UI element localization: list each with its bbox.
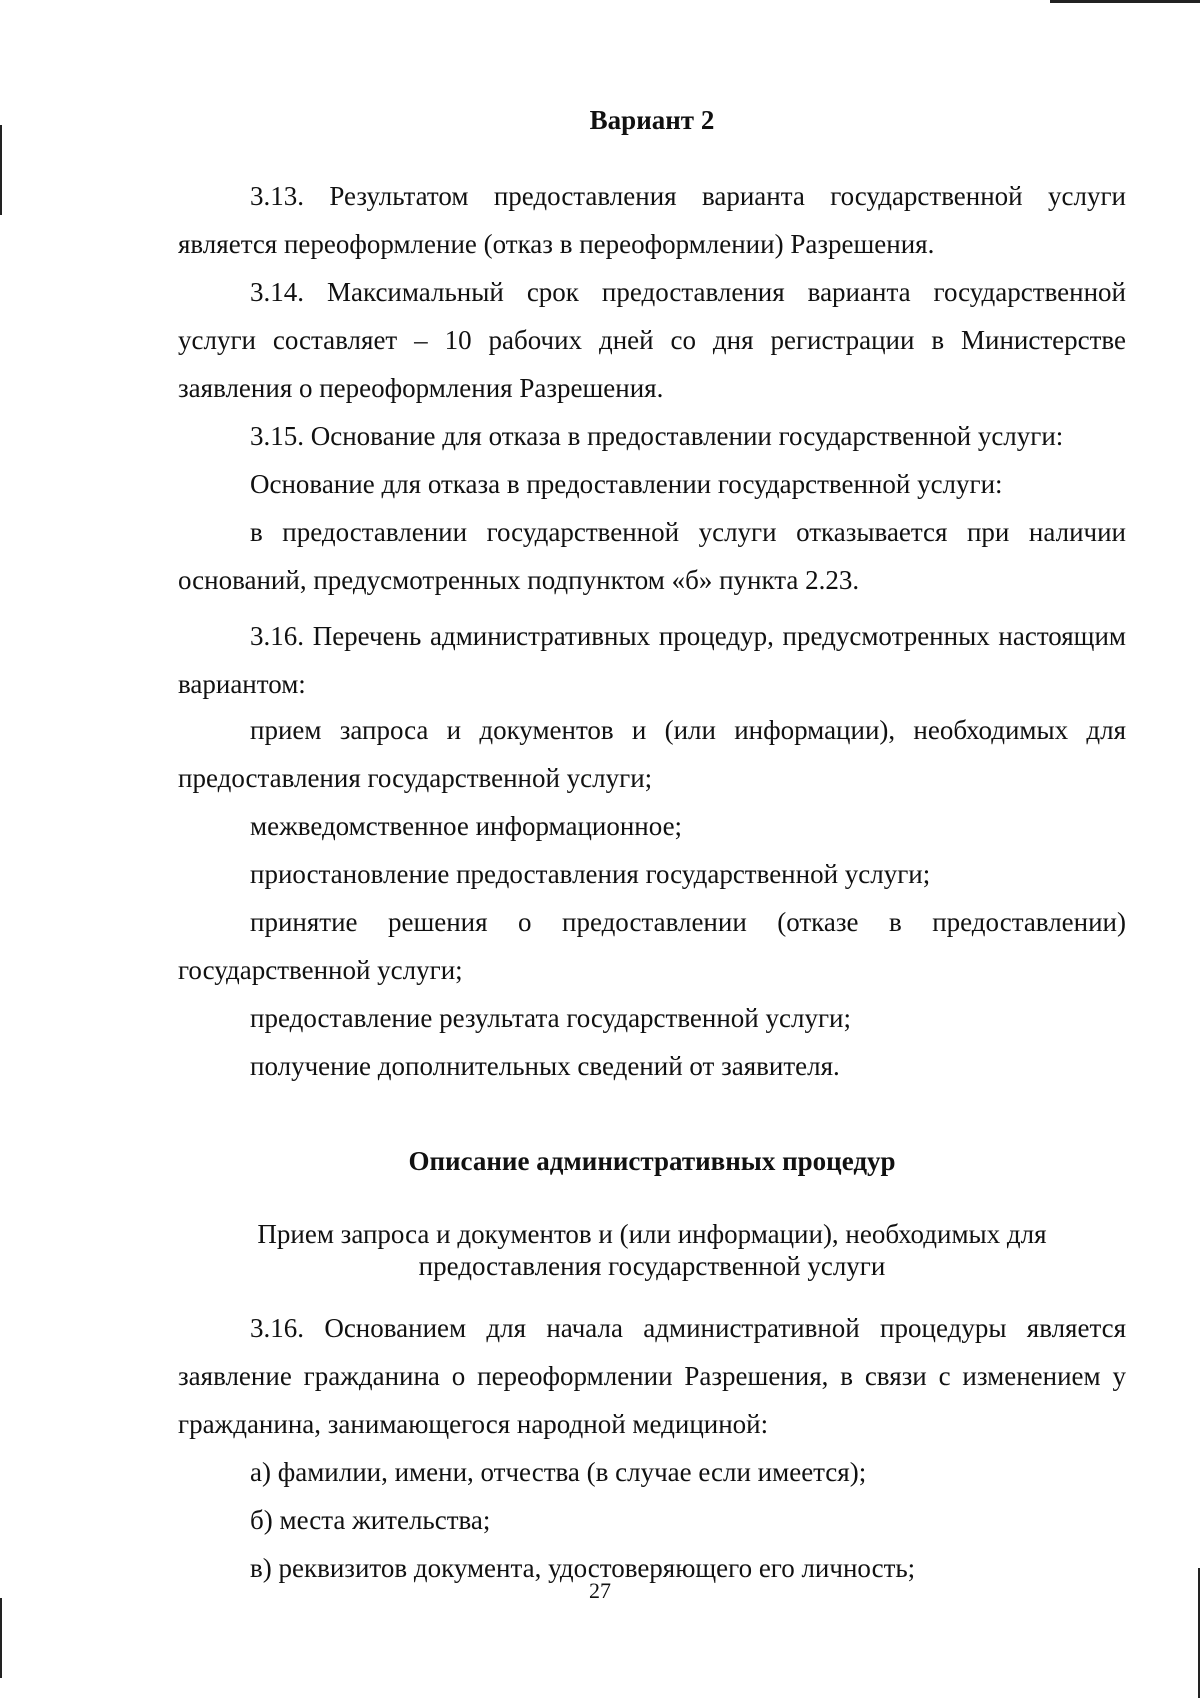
paragraph-3-16-list-intro: 3.16. Перечень административных процедур, предусмотренных настоящим вариантом:	[178, 621, 1126, 699]
variant-heading: Вариант 2	[589, 105, 715, 135]
page-number: 27	[589, 1578, 611, 1603]
list-item-procedure: получение дополнительных сведений от заявителя.	[250, 1051, 840, 1081]
subsection-heading-line1: Прием запроса и документов и (или информации), необходимых для	[257, 1219, 1047, 1249]
paragraph-3-16-basis: 3.16. Основанием для начала административной процедуры является заявление гражданина о переоформлении Разрешения, в связи с изменением у гражданина, занимающегося народной медициной:	[178, 1313, 1126, 1439]
section-heading: Описание административных процедур	[408, 1146, 896, 1176]
paragraph-3-13: 3.13. Результатом предоставления варианта государственной услуги является переоформление (отказ в переоформлении) Разрешения.	[178, 181, 1126, 259]
list-item-procedure: межведомственное информационное;	[250, 811, 683, 841]
list-item-procedure: прием запроса и документов и (или информации), необходимых для предоставления государственной услуги;	[178, 715, 1126, 793]
paragraph-refusal-basis: Основание для отказа в предоставлении государственной услуги:	[250, 469, 1003, 499]
scan-edge-line	[0, 1598, 2, 1678]
subsection-heading-line2: предоставления государственной услуги	[418, 1251, 886, 1281]
list-item-procedure: принятие решения о предоставлении (отказе в предоставлении) государственной услуги;	[178, 907, 1126, 985]
scan-edge-line	[1050, 0, 1200, 3]
paragraph-3-15: 3.15. Основание для отказа в предоставлении государственной услуги:	[250, 421, 1064, 451]
list-item-change: б) места жительства;	[250, 1505, 491, 1535]
list-item-procedure: предоставление результата государственной услуги;	[250, 1003, 851, 1033]
list-item-change: в) реквизитов документа, удостоверяющего его личность;	[250, 1553, 916, 1583]
list-item-change: а) фамилии, имени, отчества (в случае если имеется);	[250, 1457, 867, 1487]
list-item-procedure: приостановление предоставления государственной услуги;	[250, 859, 931, 889]
paragraph-refusal-detail: в предоставлении государственной услуги отказывается при наличии оснований, предусмотренных подпунктом «б» пункта 2.23.	[178, 517, 1126, 595]
scan-edge-line	[0, 125, 2, 215]
paragraph-3-14: 3.14. Максимальный срок предоставления варианта государственной услуги составляет – 10 рабочих дней со дня регистрации в Министерстве заявления о переоформления Разрешения.	[178, 277, 1126, 403]
